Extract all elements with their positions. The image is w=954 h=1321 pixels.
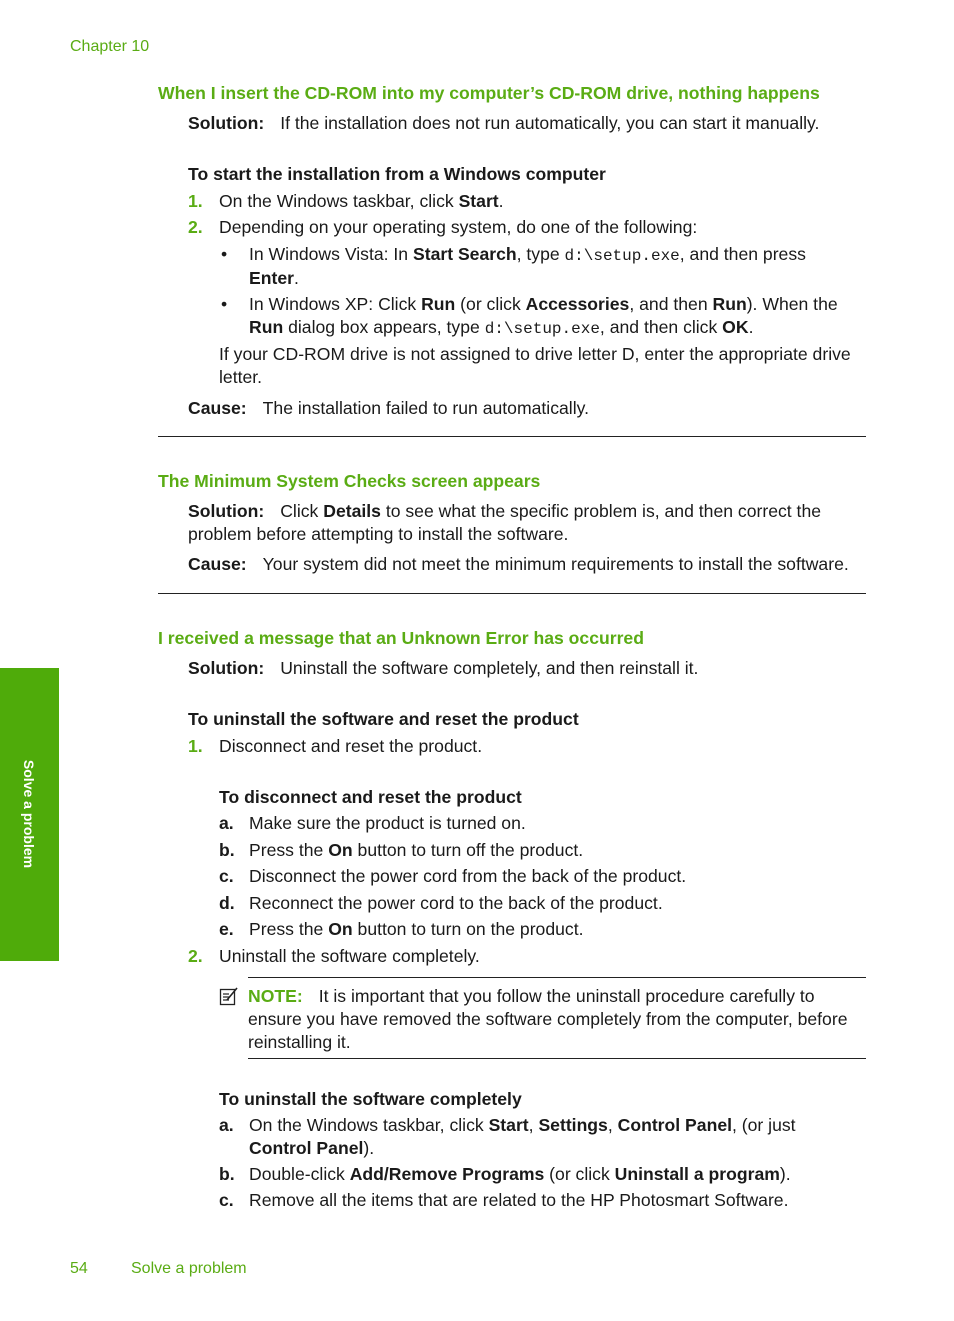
- uninstall-substep-a: On the Windows taskbar, click Start, Settings, Control Panel, (or just Control Panel).: [249, 1115, 796, 1158]
- substep-b: Press the On button to turn off the product.: [249, 840, 584, 860]
- solution-paragraph: Solution: If the installation does not run automatically, you can start it manually.: [188, 113, 820, 133]
- section-heading-cdrom: When I insert the CD-ROM into my computer’s CD-ROM drive, nothing happens: [158, 83, 820, 103]
- drive-letter-note: If your CD-ROM drive is not assigned to drive letter D, enter the appropriate drive letter.: [219, 344, 851, 387]
- cause-paragraph: Cause: The installation failed to run automatically.: [188, 398, 589, 418]
- chapter-label: Chapter 10: [70, 38, 150, 55]
- substep-letter: d.: [219, 893, 235, 913]
- page-number: 54: [70, 1260, 88, 1277]
- step-number: 2.: [188, 946, 203, 966]
- solution-paragraph: Solution: Click Details to see what the specific problem is, and then correct the problem before attempting to install the software.: [188, 501, 822, 544]
- cause-paragraph: Cause: Your system did not meet the minimum requirements to install the software.: [188, 554, 849, 574]
- substep-letter: e.: [219, 919, 234, 939]
- step-number: 1.: [188, 736, 203, 756]
- step-number: 1.: [188, 191, 203, 211]
- uninstall-substep-b: Double-click Add/Remove Programs (or click Uninstall a program).: [249, 1164, 791, 1184]
- divider: [158, 436, 866, 437]
- side-tab-label: Solve a problem: [21, 759, 38, 869]
- substep-c: Disconnect the power cord from the back of the product.: [249, 866, 687, 886]
- substep-letter: c.: [219, 866, 234, 886]
- bullet-xp: In Windows XP: Click Run (or click Accessories, and then Run). When the Run dialog box appears, type d:\setup.exe, and then click OK.: [249, 294, 838, 338]
- section-heading-min-checks: The Minimum System Checks screen appears: [158, 471, 541, 491]
- solution-paragraph: Solution: Uninstall the software completely, and then reinstall it.: [188, 658, 699, 678]
- bullet-mark: •: [221, 294, 228, 314]
- procedure-title: To uninstall the software and reset the product: [188, 709, 579, 729]
- substep-a: Make sure the product is turned on.: [249, 813, 526, 833]
- step-2: Depending on your operating system, do one of the following:: [219, 217, 698, 237]
- bullet-mark: •: [221, 244, 228, 264]
- substep-letter: c.: [219, 1190, 234, 1210]
- substep-letter: a.: [219, 813, 234, 833]
- substep-d: Reconnect the power cord to the back of the product.: [249, 893, 663, 913]
- divider: [158, 593, 866, 594]
- step-2: Uninstall the software completely.: [219, 946, 480, 966]
- procedure-title: To start the installation from a Windows computer: [188, 164, 606, 184]
- substep-letter: a.: [219, 1115, 234, 1135]
- bullet-vista: In Windows Vista: In Start Search, type d:\setup.exe, and then press Enter.: [249, 244, 806, 288]
- note-top-rule: [248, 977, 866, 978]
- side-tab: [0, 668, 59, 961]
- note-box: NOTE: It is important that you follow the uninstall procedure carefully to ensure you have removed the software completely from the computer, before reinstalling it.: [248, 986, 848, 1052]
- substep-letter: b.: [219, 1164, 235, 1184]
- note-bottom-rule: [248, 1058, 866, 1059]
- step-1: Disconnect and reset the product.: [219, 736, 483, 756]
- step-number: 2.: [188, 217, 203, 237]
- subprocedure-title: To uninstall the software completely: [219, 1089, 522, 1109]
- subprocedure-title: To disconnect and reset the product: [219, 787, 522, 807]
- note-icon: [219, 986, 239, 1006]
- step-1: On the Windows taskbar, click Start.: [219, 191, 504, 211]
- uninstall-substep-c: Remove all the items that are related to the HP Photosmart Software.: [249, 1190, 789, 1210]
- substep-e: Press the On button to turn on the product.: [249, 919, 584, 939]
- section-heading-unknown-error: I received a message that an Unknown Error has occurred: [158, 628, 644, 648]
- footer-section-title: Solve a problem: [131, 1260, 247, 1277]
- substep-letter: b.: [219, 840, 235, 860]
